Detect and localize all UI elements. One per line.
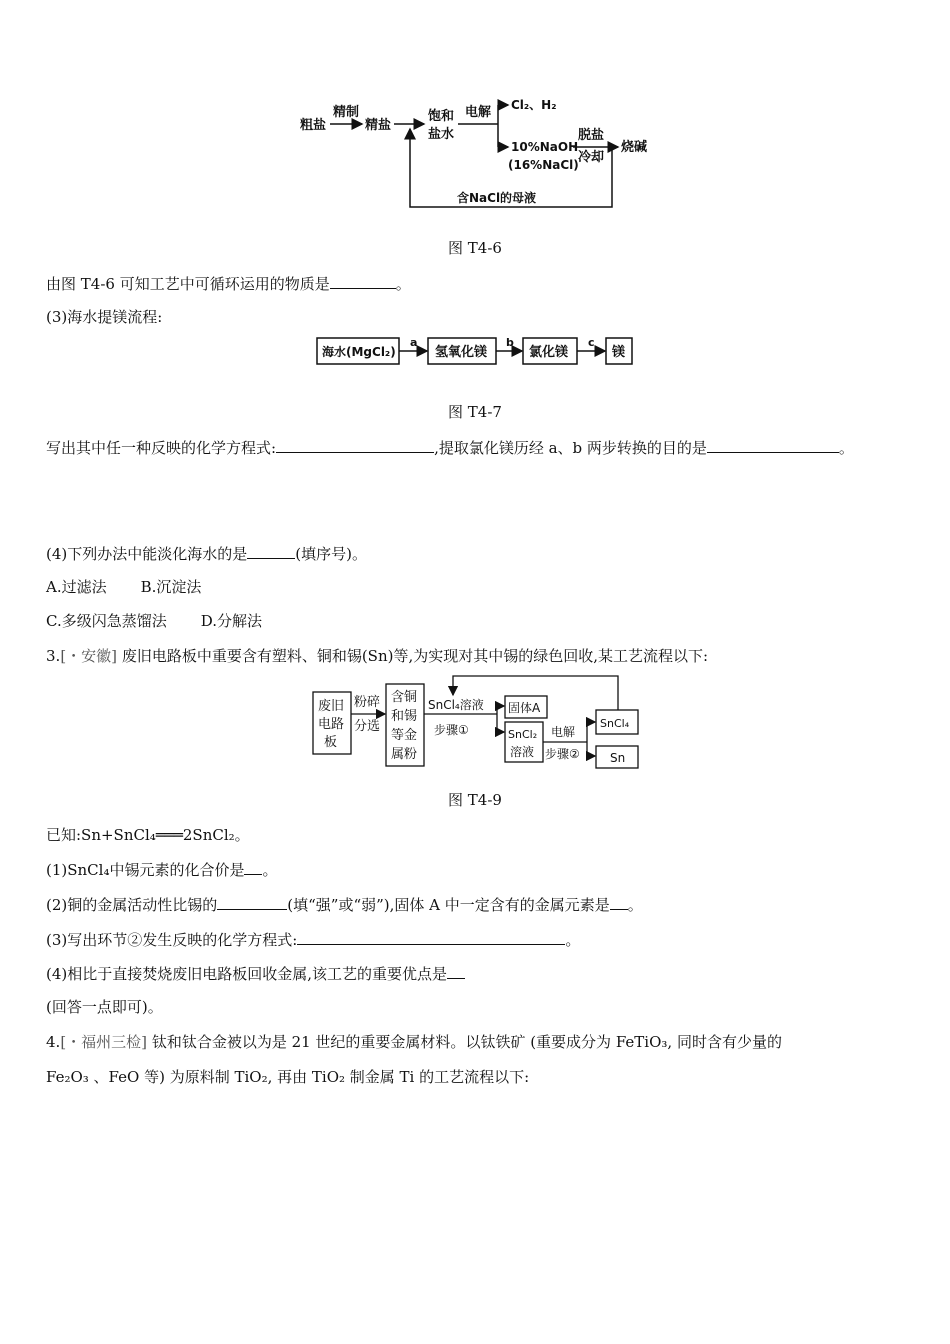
p3-question-3: (3)写出环节②发生反映的化学方程式: 。 (46, 931, 581, 949)
refine-label: 精制 (333, 105, 360, 120)
step1-label: 步骤① (434, 723, 469, 737)
problem-4-line1: 4.[・福州三检] 钛和钛合金被以为是 21 世纪的重要金属材料。以钛铁矿 (重要成分为 FeTiO₃, 同时含有少量的 (46, 1033, 782, 1051)
magnesium-label: 镁 (612, 345, 626, 360)
answer-blank[interactable] (447, 963, 465, 979)
solid-a-label: 固体A (508, 701, 541, 715)
sort-label: 分选 (354, 719, 381, 734)
sncl4-solution-label: SnCl₄溶液 (428, 698, 484, 712)
answer-blank[interactable] (244, 859, 262, 875)
q3-intro: (3)海水提镁流程: (46, 308, 163, 326)
electrolysis-label: 电解 (551, 725, 576, 739)
seawater-label: 海水(MgCl₂) (322, 345, 396, 359)
problem-3-stem: 3.[・安徽] 废旧电路板中重要含有塑料、铜和锡(Sn)等,为实现对其中锡的绿色回收,某工艺流程以下: (46, 647, 709, 665)
answer-blank[interactable] (610, 894, 628, 910)
hydroxide-label: 氢氧化镁 (435, 345, 488, 360)
figure-t4-9 (305, 672, 645, 774)
answer-blank[interactable] (276, 437, 434, 453)
chloride-label: 氯化镁 (529, 345, 569, 360)
saturated-brine-line1: 饱和 (428, 109, 455, 124)
answer-blank[interactable] (297, 929, 565, 945)
mother-liquor-label: 含NaCl的母液 (457, 191, 537, 205)
options-cd (46, 611, 262, 631)
answer-blank[interactable] (217, 894, 287, 910)
caption-t4-6: 图 T4-6 (448, 239, 502, 257)
figure-t4-7 (310, 334, 640, 368)
question-desalination: (4)下列办法中能淡化海水的是 (填序号)。 (46, 545, 367, 563)
step-a-label: a (410, 336, 418, 349)
caustic-soda-label: 烧碱 (621, 140, 648, 155)
options-ab (46, 577, 201, 597)
gases-label: Cl₂、H₂ (511, 98, 557, 112)
answer-blank[interactable] (247, 543, 295, 559)
question-recycle: 由图 T4-6 可知工艺中可循环运用的物质是 。 (46, 275, 411, 293)
naoh-label: 10%NaOH (511, 140, 579, 154)
question-equation: 写出其中任一种反映的化学方程式: ,提取氯化镁历经 a、b 两步转换的目的是 。 (46, 439, 854, 457)
known-equation: 已知:Sn+SnCl₄═══2SnCl₂。 (46, 826, 250, 844)
sncl2-solution-label: 溶液 (510, 745, 535, 759)
figure-t4-6 (290, 95, 670, 215)
sncl2-label: SnCl₂ (508, 728, 538, 741)
source-tag: [・安徽] (60, 647, 118, 665)
option-b[interactable]: B.沉淀法 (140, 578, 202, 596)
metal-powder-line4: 属粉 (391, 747, 418, 762)
p3-question-1: (1)SnCl₄中锡元素的化合价是 。 (46, 861, 278, 879)
desalt-label: 脱盐 (578, 128, 605, 143)
waste-board-line3: 板 (324, 735, 338, 750)
crude-salt-label: 粗盐 (300, 118, 327, 133)
crush-label: 粉碎 (354, 695, 381, 710)
source-tag: [・福州三检] (60, 1033, 148, 1051)
metal-powder-line2: 和锡 (391, 709, 418, 724)
p3-question-4: (4)相比于直接焚烧废旧电路板回收金属,该工艺的重要优点是 (46, 963, 465, 984)
electrolysis-label: 电解 (465, 105, 492, 120)
caption-t4-9: 图 T4-9 (448, 791, 502, 809)
nacl-label: (16%NaCl) (508, 158, 579, 172)
answer-blank[interactable] (707, 437, 839, 453)
problem-4-line2: Fe₂O₃ 、FeO 等) 为原料制 TiO₂, 再由 TiO₂ 制金属 Ti 的工艺流程以下: (46, 1068, 530, 1086)
p3-question-4-cont: (回答一点即可)。 (46, 998, 163, 1016)
step-c-label: c (588, 336, 595, 349)
option-d[interactable]: D.分解法 (200, 612, 262, 630)
answer-blank[interactable] (330, 273, 396, 289)
metal-powder-line3: 等金 (391, 728, 418, 743)
p3-question-2: (2)铜的金属活动性比锡的 (填“强”或“弱”),固体 A 中一定含有的金属元素是 。 (46, 896, 643, 914)
option-a[interactable]: A.过滤法 (46, 578, 107, 596)
sn-label: Sn (610, 751, 626, 765)
step2-label: 步骤② (545, 747, 580, 761)
metal-powder-line1: 含铜 (391, 690, 418, 705)
step-b-label: b (506, 336, 514, 349)
option-c[interactable]: C.多级闪急蒸馏法 (46, 612, 167, 630)
waste-board-line2: 电路 (318, 717, 345, 732)
refined-salt-label: 精盐 (365, 118, 392, 133)
waste-board-line1: 废旧 (318, 699, 345, 714)
caption-t4-7: 图 T4-7 (448, 403, 502, 421)
cool-label: 冷却 (578, 150, 605, 165)
saturated-brine-line2: 盐水 (428, 127, 455, 142)
sncl4-label: SnCl₄ (600, 717, 630, 730)
